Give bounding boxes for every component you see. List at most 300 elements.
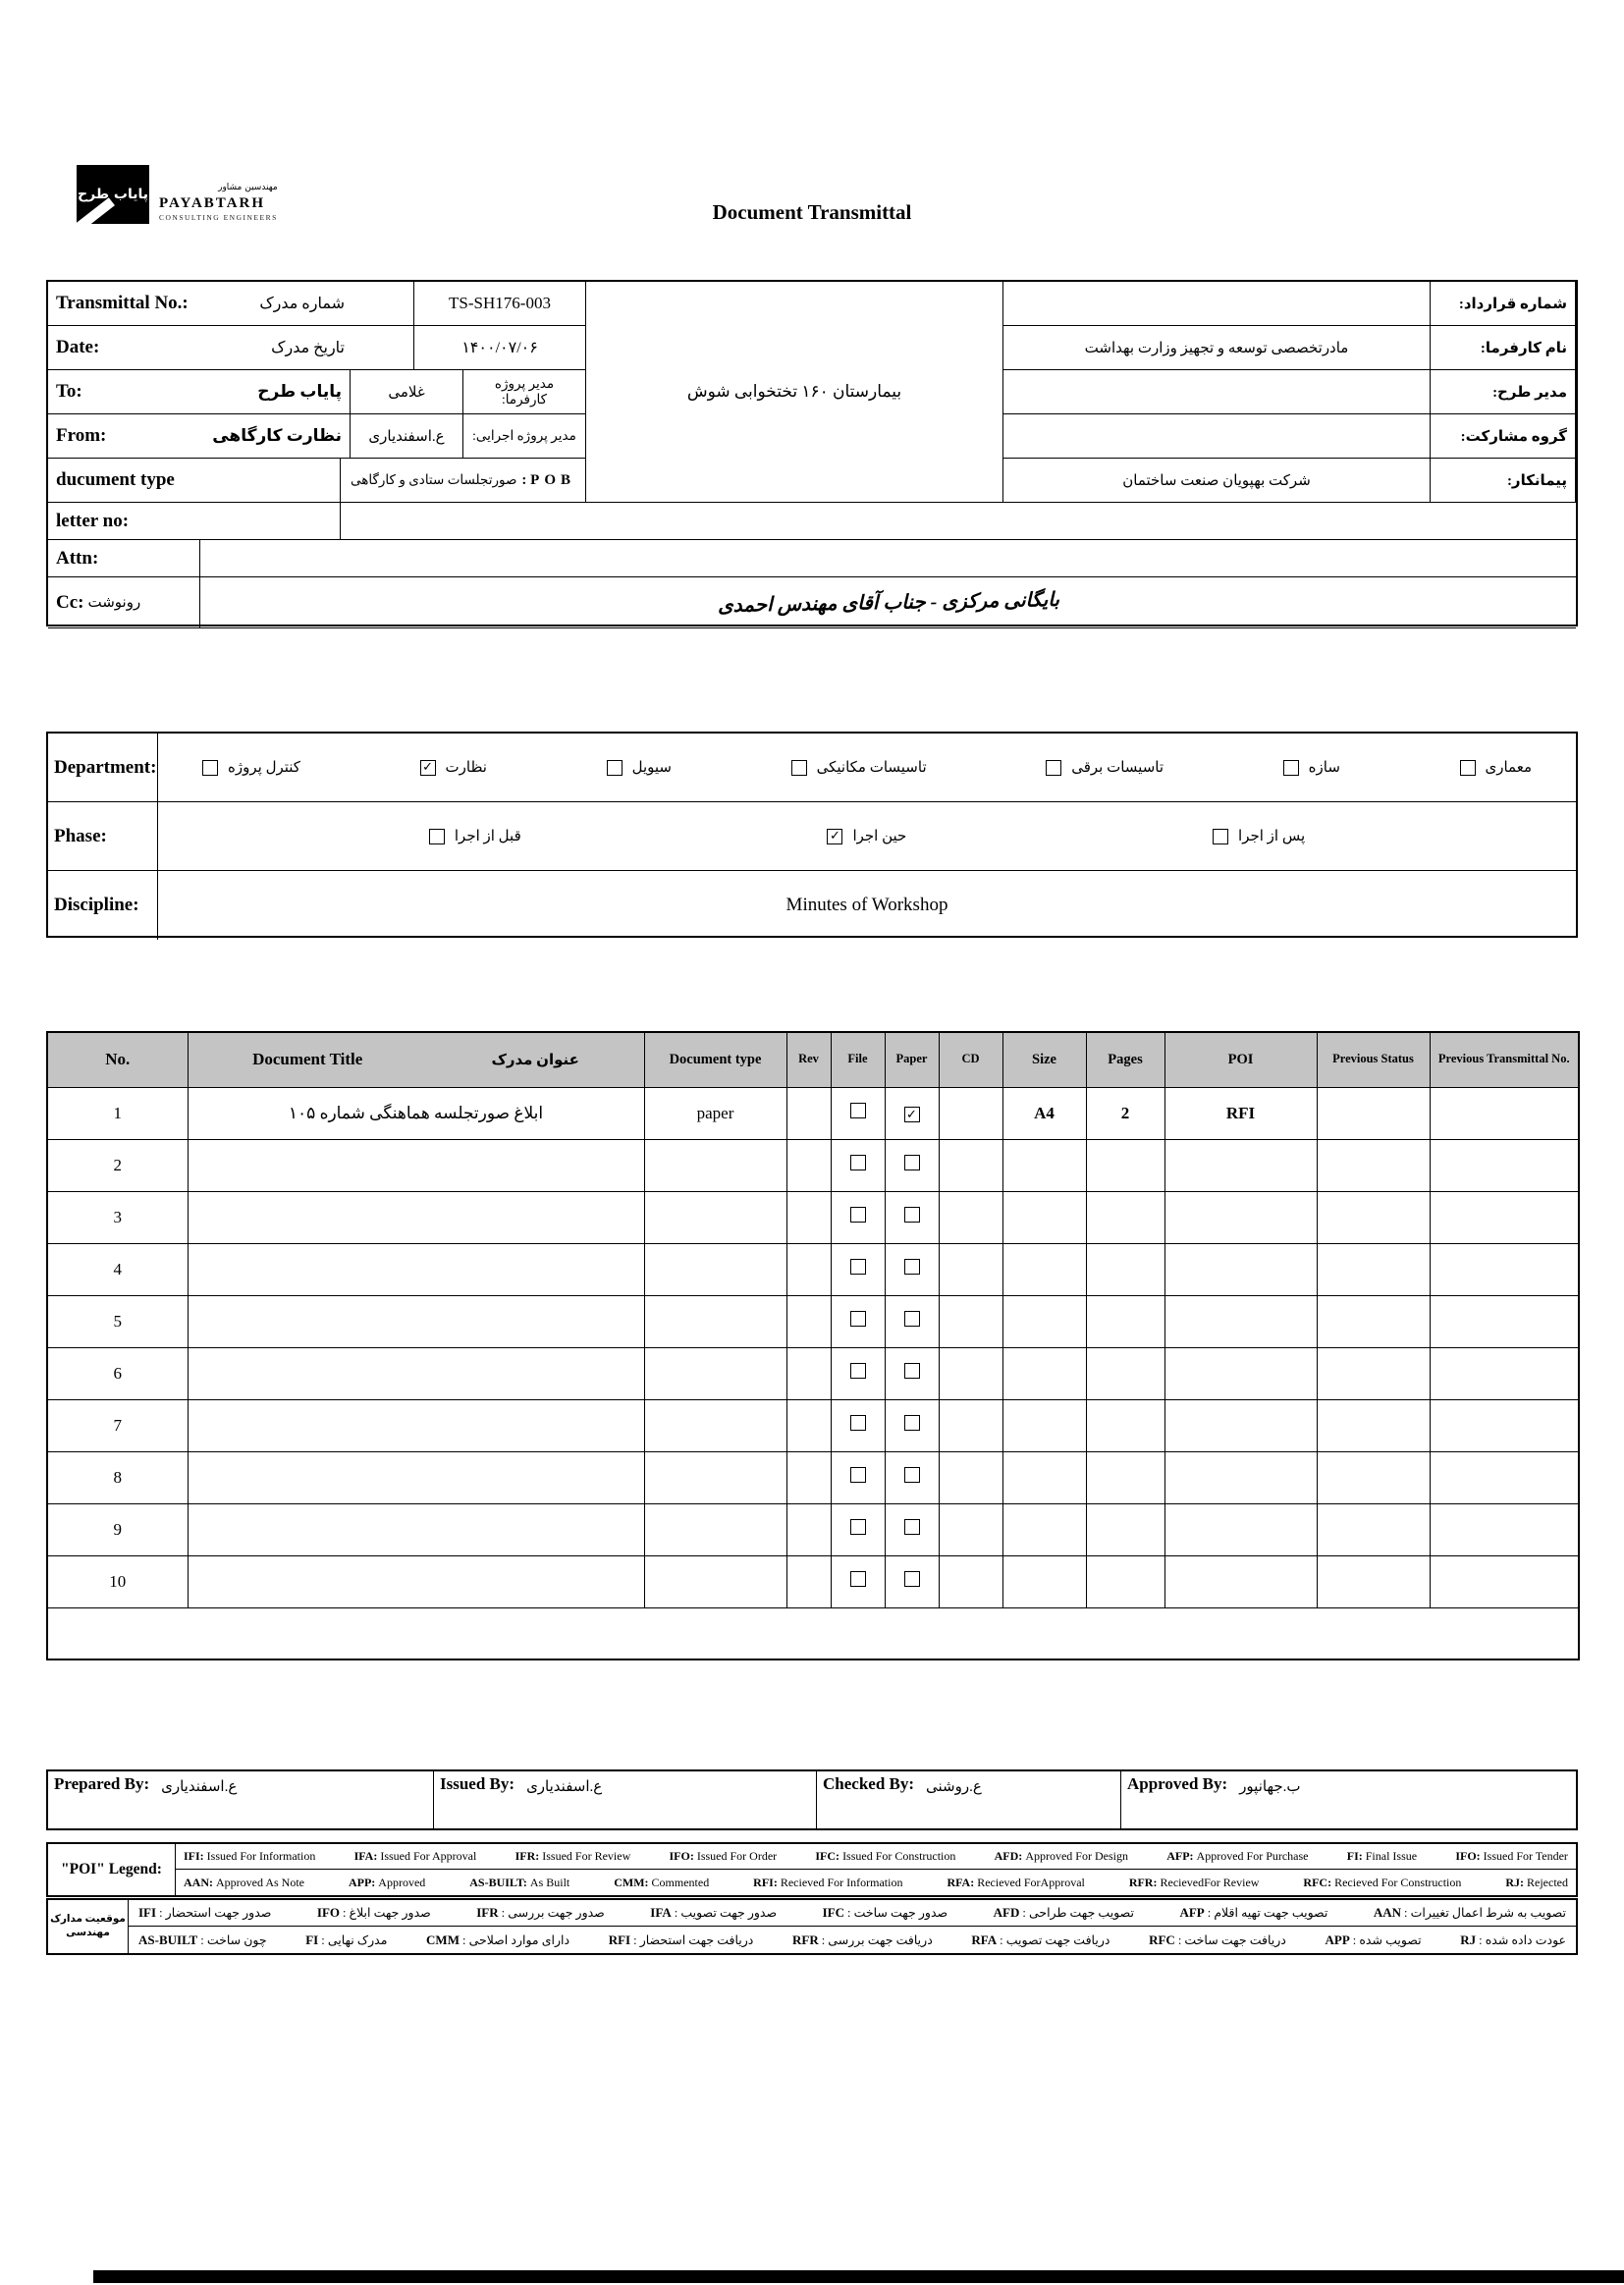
paper-checkbox[interactable] <box>904 1415 920 1431</box>
letter-no-value <box>341 503 1576 540</box>
checkbox-label: حین اجرا <box>852 829 907 844</box>
cell-pages <box>1086 1191 1164 1243</box>
table-row <box>47 1347 1579 1399</box>
fa-legend-line-2 <box>129 1927 1576 1953</box>
col-header-paper: Paper <box>885 1032 939 1087</box>
from-label-en: From: <box>56 425 107 446</box>
classification-table <box>46 732 1578 938</box>
checkbox[interactable] <box>1283 760 1299 776</box>
checkbox-option <box>202 758 300 777</box>
cell-size <box>1002 1399 1086 1451</box>
checkbox-option <box>607 758 672 777</box>
cell-pages <box>1086 1139 1164 1191</box>
cell-rev <box>786 1087 831 1139</box>
legend-item: تصویب جهت طراحی : AFD <box>993 1905 1134 1920</box>
table-row <box>47 1503 1579 1555</box>
checkbox-option <box>1460 758 1533 777</box>
cell-title <box>188 1139 644 1191</box>
cc-value-cell <box>200 577 1576 628</box>
cell-rev <box>786 1451 831 1503</box>
doc-type-row <box>48 459 586 503</box>
prepared-by-name: ع.اسفندیاری <box>161 1779 238 1795</box>
checkbox[interactable] <box>1460 760 1476 776</box>
table-filler-row <box>47 1607 1579 1659</box>
cell-prev-status <box>1317 1555 1430 1607</box>
prepared-by-cell <box>48 1771 434 1828</box>
col-header-pages: Pages <box>1086 1032 1164 1087</box>
checkbox-option <box>827 827 906 845</box>
doc-type-value <box>341 459 586 503</box>
cell-prev-transmittal <box>1430 1399 1579 1451</box>
col-header-prev-transmittal: Previous Transmittal No. <box>1430 1032 1579 1087</box>
poi-legend-line-1 <box>176 1844 1576 1870</box>
checkbox-option <box>1046 758 1164 777</box>
legend-item: صدور جهت ساخت : IFC <box>822 1905 948 1920</box>
cell-prev-status <box>1317 1399 1430 1451</box>
cell-size <box>1002 1347 1086 1399</box>
legend-item: چون ساخت : AS-BUILT <box>138 1931 267 1947</box>
cell-poi <box>1164 1451 1317 1503</box>
from-value: نظارت کارگاهی <box>212 426 342 445</box>
legend-item: IFC: Issued For Construction <box>815 1849 956 1863</box>
transmittal-info-table <box>46 280 1578 626</box>
legend-item: IFA: Issued For Approval <box>353 1849 477 1863</box>
cell-doc-type <box>644 1503 786 1555</box>
cell-size <box>1002 1503 1086 1555</box>
checkbox[interactable]: ✓ <box>827 829 842 844</box>
checkbox-label: پس از اجرا <box>1238 829 1306 844</box>
cell-doc-type <box>644 1347 786 1399</box>
checkbox[interactable] <box>1046 760 1061 776</box>
cell-prev-transmittal <box>1430 1087 1579 1139</box>
department-row <box>48 734 1576 802</box>
file-checkbox[interactable] <box>850 1571 866 1587</box>
contractor-row <box>1003 459 1576 503</box>
cell-prev-transmittal <box>1430 1295 1579 1347</box>
cell-rev <box>786 1399 831 1451</box>
paper-checkbox[interactable] <box>904 1571 920 1587</box>
legend-item: صدور جهت ابلاغ : IFO <box>316 1905 431 1920</box>
legend-item: FI: Final Issue <box>1346 1849 1418 1863</box>
file-checkbox[interactable] <box>850 1207 866 1223</box>
exec-pm-label: مدیر پروژه اجرایی: <box>463 414 586 459</box>
cell-no: 5 <box>47 1295 188 1347</box>
cell-title <box>188 1555 644 1607</box>
col-header-prev-status: Previous Status <box>1317 1032 1430 1087</box>
checkbox[interactable]: ✓ <box>420 760 436 776</box>
file-checkbox[interactable] <box>850 1467 866 1483</box>
date-label-en: Date: <box>56 337 100 357</box>
paper-checkbox[interactable] <box>904 1207 920 1223</box>
checkbox-option <box>1283 758 1340 777</box>
design-manager-row <box>1003 370 1576 414</box>
attn-label: Attn: <box>56 547 99 569</box>
cell-no: 10 <box>47 1555 188 1607</box>
cell-cd <box>939 1139 1002 1191</box>
paper-checkbox[interactable]: ✓ <box>904 1107 920 1122</box>
doc-type-label: ducument type <box>56 469 175 490</box>
transmittal-no-row <box>48 282 586 326</box>
checked-by-label: Checked By: <box>823 1774 915 1793</box>
cell-poi <box>1164 1555 1317 1607</box>
cell-file <box>831 1555 885 1607</box>
legend-item: IFI: Issued For Information <box>184 1849 316 1863</box>
checkbox-label: نظارت <box>445 760 487 776</box>
transmittal-no-value: TS-SH176-003 <box>414 282 586 326</box>
file-checkbox[interactable] <box>850 1363 866 1379</box>
cell-rev <box>786 1555 831 1607</box>
cell-paper <box>885 1087 939 1139</box>
cell-file <box>831 1347 885 1399</box>
legend-item: AAN: Approved As Note <box>184 1875 304 1889</box>
legend-item: CMM: Commented <box>614 1875 710 1889</box>
contractor-value: شرکت بهپویان صنعت ساختمان <box>1003 459 1431 503</box>
design-manager-value <box>1003 370 1431 414</box>
cc-row <box>48 577 1576 628</box>
cell-cd <box>939 1555 1002 1607</box>
cell-doc-type <box>644 1555 786 1607</box>
cell-prev-transmittal <box>1430 1451 1579 1503</box>
department-label: Department: <box>48 734 158 802</box>
logo-name-en: PAYABTARH <box>159 194 266 211</box>
legend-item: IFR: Issued For Review <box>514 1849 631 1863</box>
checkbox-label: قبل از اجرا <box>454 829 521 844</box>
cell-file <box>831 1503 885 1555</box>
poi-legend-line-2 <box>176 1870 1576 1895</box>
cell-no: 4 <box>47 1243 188 1295</box>
cell-paper <box>885 1503 939 1555</box>
contract-no-label: شماره قرارداد: <box>1431 282 1576 326</box>
paper-checkbox[interactable] <box>904 1363 920 1379</box>
table-row <box>47 1087 1579 1139</box>
client-name-value: مادرتخصصی توسعه و تجهیز وزارت بهداشت <box>1003 326 1431 370</box>
cell-poi <box>1164 1503 1317 1555</box>
cell-poi <box>1164 1191 1317 1243</box>
documents-table-body <box>47 1087 1579 1659</box>
legend-item: تصویب جهت تهیه اقلام : AFP <box>1179 1905 1328 1920</box>
file-checkbox[interactable] <box>850 1519 866 1535</box>
cell-size: A4 <box>1002 1087 1086 1139</box>
table-row <box>47 1191 1579 1243</box>
phase-row <box>48 802 1576 871</box>
cell-size <box>1002 1555 1086 1607</box>
date-value: ۱۴۰۰/۰۷/۰۶ <box>414 326 586 370</box>
cell-paper <box>885 1347 939 1399</box>
cell-paper <box>885 1399 939 1451</box>
file-checkbox[interactable] <box>850 1311 866 1327</box>
letter-no-label: letter no: <box>56 510 130 531</box>
transmittal-no-label-en: Transmittal No.: <box>56 293 189 313</box>
attn-label-cell <box>48 540 200 577</box>
transmittal-no-label <box>48 282 414 326</box>
file-checkbox[interactable] <box>850 1415 866 1431</box>
cell-cd <box>939 1087 1002 1139</box>
cell-pages <box>1086 1243 1164 1295</box>
contract-no-row <box>1003 282 1576 326</box>
date-row <box>48 326 586 370</box>
cell-title <box>188 1191 644 1243</box>
cell-pages <box>1086 1451 1164 1503</box>
cell-paper <box>885 1243 939 1295</box>
col-header-no: No. <box>47 1032 188 1087</box>
paper-checkbox[interactable] <box>904 1311 920 1327</box>
cell-no: 2 <box>47 1139 188 1191</box>
legend-item: صدور جهت تصویب : IFA <box>650 1905 778 1920</box>
partnership-row <box>1003 414 1576 459</box>
legend-item: AFP: Approved For Purchase <box>1166 1849 1309 1863</box>
checkbox-label: معماری <box>1485 760 1532 776</box>
to-label <box>48 370 351 414</box>
checkbox[interactable] <box>202 760 218 776</box>
col-header-doc-type: Document type <box>644 1032 786 1087</box>
cell-prev-transmittal <box>1430 1243 1579 1295</box>
cc-label-en: Cc: <box>56 591 84 613</box>
checkbox[interactable] <box>607 760 623 776</box>
fa-legend-box <box>46 1898 1578 1955</box>
cell-cd <box>939 1451 1002 1503</box>
legend-item: مدرک نهایی : FI <box>305 1931 388 1947</box>
from-label <box>48 414 351 459</box>
cell-no: 8 <box>47 1451 188 1503</box>
contractor-label: پیمانکار: <box>1431 459 1576 503</box>
cc-label-cell <box>48 577 200 628</box>
discipline-row <box>48 871 1576 940</box>
checked-by-name: ع.روشنی <box>926 1779 982 1795</box>
client-name-row <box>1003 326 1576 370</box>
cell-paper <box>885 1451 939 1503</box>
table-row <box>47 1295 1579 1347</box>
cell-file <box>831 1451 885 1503</box>
cell-prev-status <box>1317 1087 1430 1139</box>
cell-file <box>831 1295 885 1347</box>
cell-size <box>1002 1139 1086 1191</box>
legend-item: دریافت جهت تصویب : RFA <box>971 1931 1110 1947</box>
letter-no-label-cell <box>48 503 341 540</box>
legend-item: صدور جهت بررسی : IFR <box>476 1905 605 1920</box>
table-row <box>47 1139 1579 1191</box>
cell-poi <box>1164 1399 1317 1451</box>
paper-checkbox[interactable] <box>904 1519 920 1535</box>
cell-cd <box>939 1243 1002 1295</box>
exec-pm-value: ع.اسفندیاری <box>351 414 463 459</box>
legend-item: دریافت جهت استحضار : RFI <box>608 1931 754 1947</box>
poi-legend-label: "POI" Legend: <box>48 1844 176 1895</box>
project-name: بیمارستان ۱۶۰ تختخوابی شوش <box>586 282 1003 503</box>
cell-title <box>188 1399 644 1451</box>
from-row <box>48 414 586 459</box>
approved-by-name: ب.جهانپور <box>1239 1779 1301 1795</box>
partnership-value <box>1003 414 1431 459</box>
cell-prev-transmittal <box>1430 1503 1579 1555</box>
legend-item: RFC: Recieved For Construction <box>1303 1875 1462 1889</box>
prepared-by-label: Prepared By: <box>54 1774 150 1793</box>
footer-bar <box>93 2270 1624 2283</box>
cell-prev-status <box>1317 1191 1430 1243</box>
legend-item: AFD: Approved For Design <box>994 1849 1128 1863</box>
issued-by-cell <box>434 1771 817 1828</box>
cell-prev-status <box>1317 1139 1430 1191</box>
col-header-rev: Rev <box>786 1032 831 1087</box>
paper-checkbox[interactable] <box>904 1155 920 1170</box>
date-label <box>48 326 414 370</box>
legend-item: RJ: Rejected <box>1505 1875 1568 1889</box>
cell-paper <box>885 1191 939 1243</box>
cell-title <box>188 1243 644 1295</box>
cell-rev <box>786 1243 831 1295</box>
cell-cd <box>939 1191 1002 1243</box>
approved-by-cell <box>1121 1771 1576 1828</box>
col-header-cd: CD <box>939 1032 1002 1087</box>
checkbox[interactable] <box>1213 829 1228 844</box>
cell-prev-status <box>1317 1243 1430 1295</box>
legend-item: تصویب شده : APP <box>1325 1931 1422 1947</box>
cell-prev-status <box>1317 1347 1430 1399</box>
cell-file <box>831 1087 885 1139</box>
logo-name-fa: پایاب طرح <box>78 187 148 202</box>
table-row <box>47 1451 1579 1503</box>
cell-rev <box>786 1503 831 1555</box>
cell-size <box>1002 1243 1086 1295</box>
cell-no: 9 <box>47 1503 188 1555</box>
cell-cd <box>939 1399 1002 1451</box>
checkbox-option <box>429 827 521 845</box>
checkbox-label: تاسیسات برقی <box>1071 760 1164 776</box>
to-label-en: To: <box>56 381 82 402</box>
legend-item: AS-BUILT: As Built <box>469 1875 570 1889</box>
cell-pages <box>1086 1347 1164 1399</box>
cell-title: ابلاغ صورتجلسه هماهنگی شماره ۱۰۵ <box>188 1087 644 1139</box>
legend-item: IFO: Issued For Order <box>669 1849 778 1863</box>
letter-no-row <box>48 503 1576 540</box>
legend-item: دارای موارد اصلاحی : CMM <box>426 1931 570 1947</box>
header-right-block <box>1003 282 1576 503</box>
cell-doc-type <box>644 1399 786 1451</box>
cell-pages <box>1086 1399 1164 1451</box>
date-label-fa: تاریخ مدرک <box>271 340 345 356</box>
cell-title <box>188 1347 644 1399</box>
doc-type-label-cell <box>48 459 341 503</box>
cell-poi <box>1164 1295 1317 1347</box>
to-row <box>48 370 586 414</box>
cell-cd <box>939 1503 1002 1555</box>
to-value: پایاب طرح <box>257 382 342 401</box>
documents-table <box>46 1031 1580 1660</box>
paper-checkbox[interactable] <box>904 1467 920 1483</box>
cell-prev-status <box>1317 1503 1430 1555</box>
file-checkbox[interactable] <box>850 1155 866 1170</box>
client-pm-value: غلامی <box>351 370 463 414</box>
cell-prev-status <box>1317 1451 1430 1503</box>
checkbox-option <box>1213 827 1305 845</box>
cc-value: بایگانی مرکزی - جناب آقای مهندس احمدی <box>717 588 1059 618</box>
col-header-file: File <box>831 1032 885 1087</box>
paper-checkbox[interactable] <box>904 1259 920 1275</box>
cell-title <box>188 1451 644 1503</box>
poi-legend-box <box>46 1842 1578 1897</box>
checked-by-cell <box>817 1771 1121 1828</box>
partnership-label: گروه مشارکت: <box>1431 414 1576 459</box>
checkbox[interactable] <box>791 760 807 776</box>
table-row <box>47 1555 1579 1607</box>
design-manager-label: مدیر طرح: <box>1431 370 1576 414</box>
header-top-section <box>48 282 1576 503</box>
cell-poi: RFI <box>1164 1087 1317 1139</box>
cell-doc-type <box>644 1139 786 1191</box>
cell-poi <box>1164 1347 1317 1399</box>
cell-doc-type <box>644 1243 786 1295</box>
cell-rev <box>786 1295 831 1347</box>
cell-title <box>188 1503 644 1555</box>
cell-pages <box>1086 1295 1164 1347</box>
cell-cd <box>939 1295 1002 1347</box>
cell-size <box>1002 1191 1086 1243</box>
cell-prev-status <box>1317 1295 1430 1347</box>
department-options <box>158 758 1576 777</box>
cell-doc-type <box>644 1295 786 1347</box>
checkbox-option <box>791 758 927 777</box>
logo-tagline-fa: مهندسین مشاور <box>218 183 278 193</box>
cell-prev-transmittal <box>1430 1139 1579 1191</box>
cell-no: 6 <box>47 1347 188 1399</box>
cell-pages <box>1086 1503 1164 1555</box>
legend-item: IFO: Issued For Tender <box>1455 1849 1568 1863</box>
contract-no-value <box>1003 282 1431 326</box>
cell-file <box>831 1191 885 1243</box>
legend-item: RFI: Recieved For Information <box>753 1875 903 1889</box>
signatures-row <box>46 1769 1578 1830</box>
approved-by-label: Approved By: <box>1127 1774 1228 1793</box>
legend-item: دریافت جهت ساخت : RFC <box>1149 1931 1286 1947</box>
attn-row <box>48 540 1576 577</box>
cell-title <box>188 1295 644 1347</box>
cell-rev <box>786 1191 831 1243</box>
transmittal-no-label-fa: شماره مدرک <box>259 296 345 312</box>
fa-legend-line-1 <box>129 1900 1576 1927</box>
checkbox-label: تاسیسات مکانیکی <box>816 760 927 776</box>
file-checkbox[interactable] <box>850 1259 866 1275</box>
legend-item: صدور جهت استحضار : IFI <box>138 1905 272 1920</box>
col-header-title-en: Document Title <box>252 1050 363 1069</box>
col-header-poi: POI <box>1164 1032 1317 1087</box>
phase-label: Phase: <box>48 802 158 871</box>
cell-no: 7 <box>47 1399 188 1451</box>
checkbox-label: کنترل پروژه <box>228 760 300 776</box>
legend-item: عودت داده شده : RJ <box>1460 1931 1566 1947</box>
client-name-label: نام کارفرما: <box>1431 326 1576 370</box>
table-row <box>47 1243 1579 1295</box>
legend-item: RFR: RecievedFor Review <box>1128 1875 1260 1889</box>
phase-options <box>158 827 1576 845</box>
cell-no: 3 <box>47 1191 188 1243</box>
checkbox[interactable] <box>429 829 445 844</box>
cell-doc-type: paper <box>644 1087 786 1139</box>
checkbox-label: سیویل <box>631 760 672 776</box>
cell-file <box>831 1399 885 1451</box>
cell-rev <box>786 1139 831 1191</box>
attn-value <box>200 540 1576 577</box>
issued-by-label: Issued By: <box>440 1774 515 1793</box>
checkbox-label: سازه <box>1308 760 1340 776</box>
cell-doc-type <box>644 1191 786 1243</box>
table-row <box>47 1399 1579 1451</box>
doc-type-value-fa: صورتجلسات ستادی و کارگاهی <box>351 472 517 487</box>
page-title: Document Transmittal <box>712 200 912 224</box>
cell-no: 1 <box>47 1087 188 1139</box>
cell-prev-transmittal <box>1430 1555 1579 1607</box>
file-checkbox[interactable] <box>850 1103 866 1118</box>
col-header-size: Size <box>1002 1032 1086 1087</box>
discipline-label: Discipline: <box>48 871 158 940</box>
